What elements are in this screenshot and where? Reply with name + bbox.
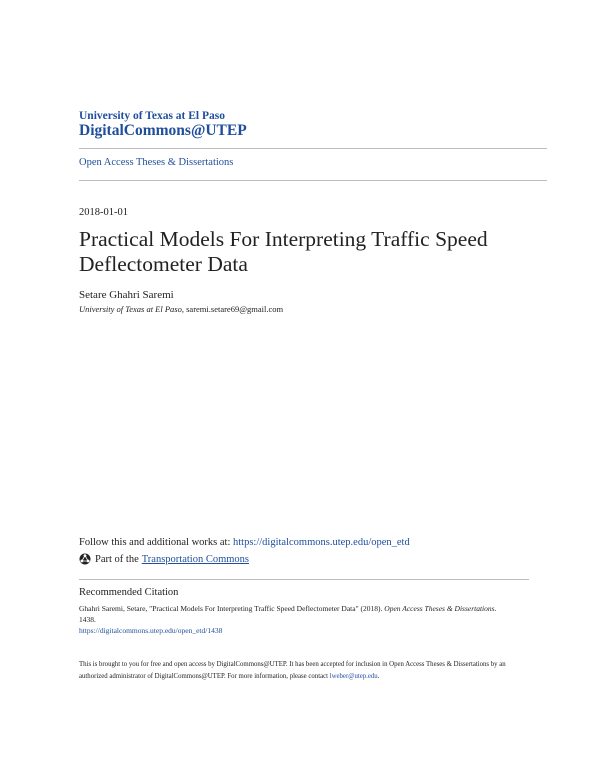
publication-date: 2018-01-01 xyxy=(79,207,128,218)
document-title: Practical Models For Interpreting Traffic Speed Deflectometer Data xyxy=(79,227,488,276)
footer-end: . xyxy=(377,673,380,680)
commons-network-icon xyxy=(79,553,91,565)
footer-text: This is brought to you for free and open access by DigitalCommons@UTEP. It has been accepted for inclusion in Open Access Theses & Dissertations by an authorized administrator of DigitalCommons@UTEP. For more information, please contact xyxy=(79,661,506,680)
affiliation-institution: University of Texas at El Paso xyxy=(79,304,182,314)
divider-top xyxy=(79,148,547,149)
transportation-commons-link[interactable]: Transportation Commons xyxy=(141,553,249,565)
part-of-line xyxy=(79,553,249,565)
divider-citation xyxy=(79,579,529,580)
footer-notice xyxy=(79,659,529,683)
citation-number: . 1438. xyxy=(79,604,497,624)
author-name: Setare Ghahri Saremi xyxy=(79,289,174,301)
follow-label: Follow this and additional works at: xyxy=(79,537,233,548)
author-affiliation xyxy=(79,304,283,314)
institution-name: University of Texas at El Paso xyxy=(79,110,225,122)
part-of-label: Part of the xyxy=(95,553,139,565)
citation-text xyxy=(79,603,499,636)
repository-name[interactable]: DigitalCommons@UTEP xyxy=(79,122,247,139)
contact-email-link[interactable]: lweber@utep.edu xyxy=(329,673,378,680)
citation-body: Ghahri Saremi, Setare, "Practical Models For Interpreting Traffic Speed Deflectometer Data" (2018). xyxy=(79,604,385,613)
divider-collection xyxy=(79,180,547,181)
affiliation-email: , saremi.setare69@gmail.com xyxy=(181,304,284,314)
collection-link[interactable]: Open Access Theses & Dissertations xyxy=(79,157,234,168)
follow-link[interactable]: https://digitalcommons.utep.edu/open_etd xyxy=(233,537,410,548)
citation-heading: Recommended Citation xyxy=(79,587,179,598)
follow-line xyxy=(79,537,410,548)
citation-url[interactable]: https://digitalcommons.utep.edu/open_etd/1438 xyxy=(79,626,223,635)
citation-venue: Open Access Theses & Dissertations xyxy=(384,604,495,613)
